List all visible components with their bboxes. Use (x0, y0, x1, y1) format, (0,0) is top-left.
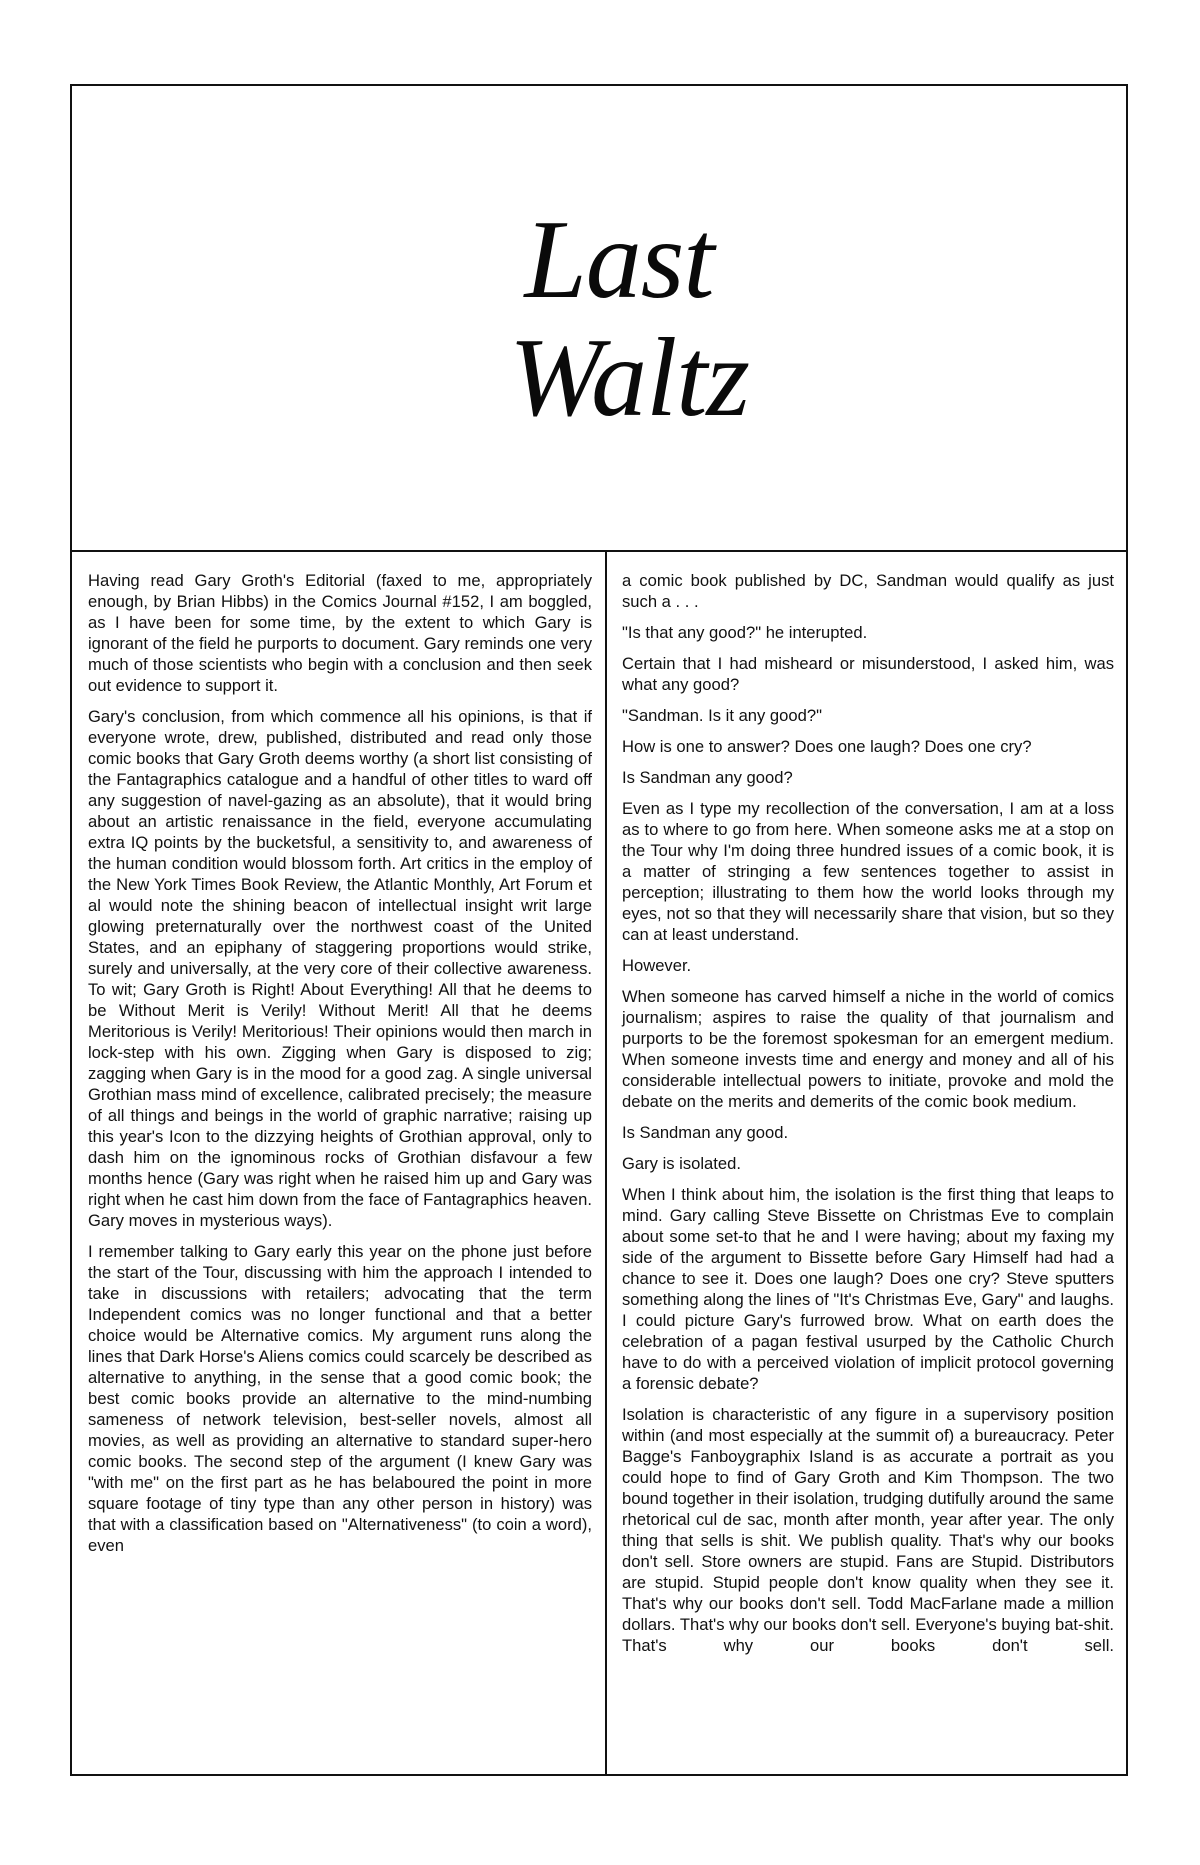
paragraph: Is Sandman any good. (622, 1123, 789, 1142)
paragraph: "Is that any good?" he interupted. (622, 623, 868, 642)
paragraph: Is Sandman any good? (622, 768, 793, 787)
paragraph: Having read Gary Groth's Editorial (faxed to me, appropriately enough, by Brian Hibbs) in the Comics Journal #152, I am boggled, as I have been for some time, by the extent to which Gary is ignorant of the field he purports to document. Gary reminds one very much of those scientists who begin with a conclusion and then seek out evidence to support it. (88, 571, 592, 695)
title-line-2: Waltz (509, 316, 749, 440)
paragraph: a comic book published by DC, Sandman would qualify as just such a . . . (622, 571, 1114, 611)
right-column (622, 570, 1114, 1666)
left-column (88, 570, 592, 1566)
paragraph: Even as I type my recollection of the conversation, I am at a loss as to where to go from here. When someone asks me at a stop on the Tour why I'm doing three hundred issues of a comic book, it is a matter of stringing a few sentences together to assist in perception; illustrating to them how the world looks through my eyes, not so that they will necessarily share that vision, but so they can at least understand. (622, 799, 1114, 944)
paragraph: When someone has carved himself a niche in the world of comics journalism; aspires to raise the quality of that journalism and purports to be the foremost spokesman for an emergent medium. When someone invests time and energy and money and all of his considerable intellectual powers to initiate, provoke and mold the debate on the merits and demerits of the comic book medium. (622, 987, 1114, 1111)
paragraph: Certain that I had misheard or misunderstood, I asked him, was what any good? (622, 654, 1114, 694)
paragraph: How is one to answer? Does one laugh? Does one cry? (622, 737, 1032, 756)
title-box (72, 86, 1126, 552)
column-divider (605, 552, 607, 1774)
paragraph: Isolation is characteristic of any figure in a supervisory position within (and most especially at the summit of) a bureaucracy. Peter Bagge's Fanboygraphix Island is as accurate a portrait as you could hope to find of Gary Groth and Kim Thompson. The two bound together in their isolation, trudging dutifully around the same rhetorical cul de sac, month after month, year after year. The only thing that sells is shit. We publish quality. That's why our books don't sell. Store owners are stupid. Fans are Stupid. Distributors are stupid. Stupid people don't know quality when they see it. That's why our books don't sell. Todd MacFarlane made a million dollars. That's why our books don't sell. Everyone's buying bat-shit. That's why our books don't sell. (622, 1405, 1114, 1655)
title-line-1: Last (524, 198, 714, 322)
page-frame (70, 84, 1128, 1776)
paragraph: "Sandman. Is it any good?" (622, 706, 822, 725)
paragraph: When I think about him, the isolation is the first thing that leaps to mind. Gary calling Steve Bissette on Christmas Eve to complain about some set-to that he and I were having; about my faxing my side of the argument to Bissette before Gary Himself had had a chance to see it. Does one laugh? Does one cry? Steve sputters something along the lines of "It's Christmas Eve, Gary" and laughs. I could picture Gary's furrowed brow. What on earth does the celebration of a pagan festival usurped by the Catholic Church have to do with a perceived violation of implicit protocol governing a forensic debate? (622, 1185, 1114, 1393)
paragraph: However. (622, 956, 692, 975)
paragraph: I remember talking to Gary early this year on the phone just before the start of the Tour, discussing with him the approach I intended to take in discussions with retailers; advocating that the term Independent comics was no longer functional and that a better choice would be Alternative comics. My argument runs along the lines that Dark Horse's Aliens comics could scarcely be described as alternative to anything, in the sense that a good comic book; the best comic books provide an alternative to the mind-numbing sameness of network television, best-seller novels, almost all movies, as well as providing an alternative to standard super-hero comic books. The second step of the argument (I knew Gary was "with me" on the first part as he has belaboured the point in more square footage of tiny type than any other person in history) was that with a classification based on "Alternativeness" (to coin a word), even (88, 1242, 592, 1555)
text-columns (72, 552, 1126, 1774)
paragraph: Gary's conclusion, from which commence all his opinions, is that if everyone wrote, drew, published, distributed and read only those comic books that Gary Groth deems worthy (a short list consisting of the Fantagraphics catalogue and a handful of other titles to ward off any suggestion of navel-gazing as an absolute), that it would bring about an artistic renaissance in the field, everyone accumulating extra IQ points by the bucketsful, a sensitivity to, and awareness of the human condition would blossom forth. Art critics in the employ of the New York Times Book Review, the Atlantic Monthly, Art Forum et al would note the shining beacon of intellectual insight writ large glowing preternaturally over the northwest coast of the United States, and an epiphany of staggering proportions would strike, surely and universally, at the very core of their collective awareness. To wit; Gary Groth is Right! About Everything! All that he deems to be Without Merit is Verily! Without Merit! All that he deems Meritorious is Verily! Meritorious! Their opinions would then march in lock-step with his own. Zigging when Gary is disposed to zig; zagging when Gary is in the mood for a good zag. A single universal Grothian mass mind of excellence, calibrated precisely; the measure of all things and beings in the world of graphic narrative; raising up this year's Icon to the dizzying heights of Grothian approval, only to dash him on the ignominous rocks of Grothian disfavour a few months hence (Gary was right when he raised him up and Gary was right when he cast him down from the face of Fantagraphics heaven. Gary moves in mysterious ways). (88, 707, 592, 1230)
paragraph: Gary is isolated. (622, 1154, 741, 1173)
